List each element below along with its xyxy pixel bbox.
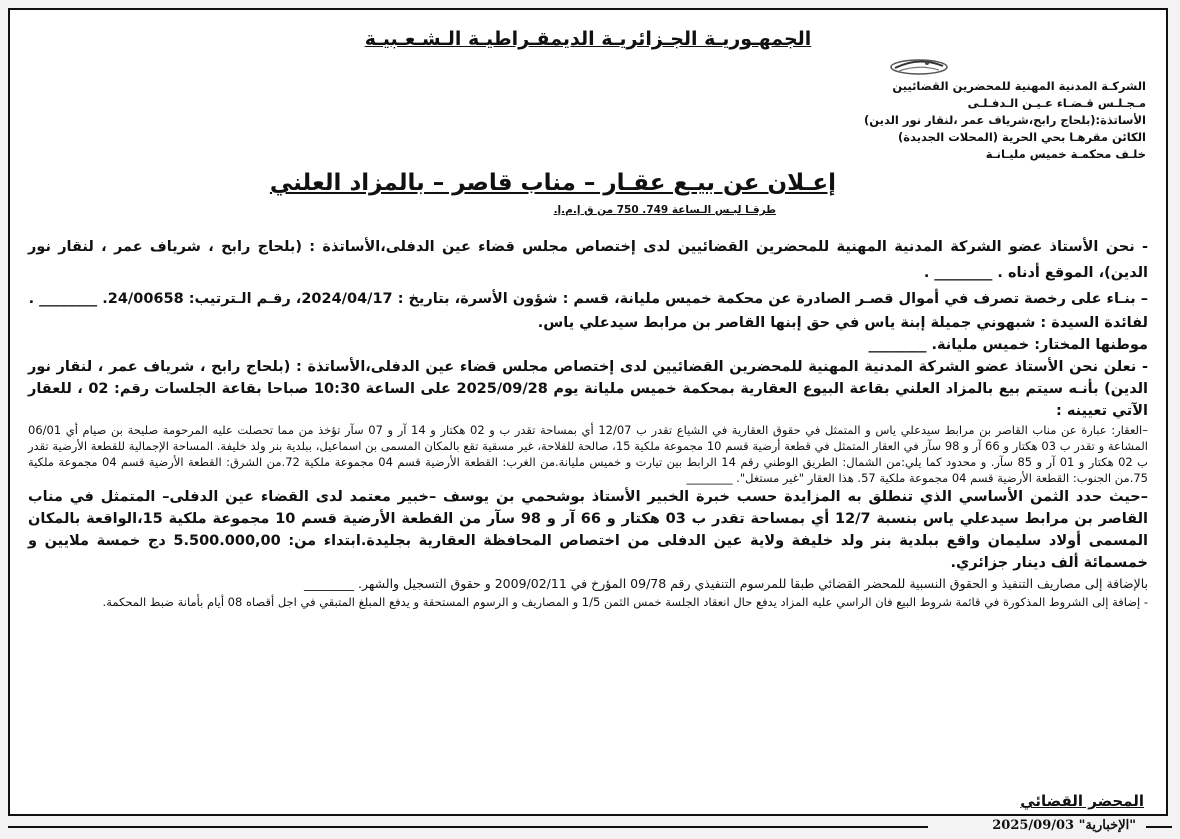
paragraph-beneficiary: لفائدة السيدة : شبهوني جميلة إبنة ياس في حق إبنها القاصر بن مرابط سيدعلي ياس. xyxy=(537,315,1148,331)
footer-rule-right xyxy=(1146,826,1172,828)
publication-footer xyxy=(8,818,1172,836)
publication-label xyxy=(988,818,1140,833)
announcement-title: إعـلان عن بيـع عقـار – مناب قاصر – بالمزاد العلني xyxy=(269,170,836,196)
council-name: مـجـلـس قـضـاء عـيـن الـدفـلـى xyxy=(967,96,1146,110)
notice-body xyxy=(28,234,1148,610)
publication-date: 2025/09/03 xyxy=(992,818,1075,833)
bailiff-signature: المحضر القضائي xyxy=(1020,792,1144,810)
publication-name: "الإخبارية" xyxy=(1078,818,1136,833)
legal-reference: طرقـا لبـس الـساعة 749. 750 من ق إ.م.إ. xyxy=(553,204,776,216)
paragraph-fees: بالإضافة إلى مصاريف التنفيذ و الحقوق النسبية للمحضر القضائي طبقا للمرسوم التنفيذي رقم 09/78 المؤرخ في 2009/02/11 و حقوق التسجيل والشهر. ________ xyxy=(304,576,1148,591)
bailiffs-names: الأساتذة:(بلحاج رابح،شرياف عمر ،لنقار نور الدين) xyxy=(864,113,1146,127)
notice-sheet xyxy=(8,8,1168,816)
paragraph-starting-price: –حيث حدد الثمن الأساسي الذي تنطلق به المزايدة حسب خبرة الخبير الأستاذ بوشحمي بن يوسف –خبير معتمد لدى القضاء عين الدفلى– المتمثل في مناب القاصر بن مرابط سيدعلي ياس بنسبة 12/7 أي بمساحة تقدر ب 03 هكتار و 66 آر و 98 سآر من القطعة الأرضية قسم 10 مجموعة ملكية 15،الواقعة بالمكان المسمى أولاد سليمان واقع ببلدية بنر ولد خليفة ولاية عين الدفلى من اختصاص المحافظة العقارية بجليدة.ابتداء من: 5.500.000,00 دج خمسة ملايين و خمسمائة ألف دينار جزائري. xyxy=(28,489,1149,571)
paragraph-intro: - نحن الأستاذ عضو الشركة المدنية المهنية للمحضرين القضائيين لدى إختصاص مجلس قضاء عين الدفلى،الأساتذة : (بلحاج رابح ، شرياف عمر ، لنقار نور الدين)، الموقع أدناه . ________ . xyxy=(28,239,1148,281)
paragraph-authorization: – بنـاء على رخصة تصرف في أموال قصـر الصادرة عن محكمة خميس مليانة، قسم : شؤون الأسرة، بتاريخ : 2024/04/17، رقـم الـترتيب: 24/00658. ________ . xyxy=(28,291,1148,307)
republic-heading: الجمهـوريـة الجـزائريـة الديمقـراطيـة الـشـعـبيـة xyxy=(364,28,812,50)
company-name: الشركـة المدنية المهنية للمحضرين القضائيين xyxy=(892,79,1146,93)
company-logo-icon xyxy=(887,54,951,80)
paragraph-domicile: موطنها المختار: خميس مليانة. ________ xyxy=(868,337,1148,353)
paragraph-property-description: –العقار: عبارة عن مناب القاصر بن مرابط سيدعلي ياس و المتمثل في حقوق العقارية في الشياع تقدر ب 12/07 أي بمساحة تقدر ب و 02 هكتار و 14 آر و 07 سآر تؤخذ من مما تحصلت عليه المرحومة صليحة بن صيام أي 06/01 المشاعة و تقدر ب 03 هكتار و 66 آر و 98 سآر في العقار المتمثل في قطعة أرضية قسم 10 مجموعة ملكية 15، صالحة للفلاحة، غير مسقية تقع بالمكان المسمى بن اسماعيل، ببلدية بنر ولد خليفة. المساحة الإجمالية للقطعة الأرضية تقدر ب 02 هكتار و 01 آر و 85 سآر. و محدود كما يلي:من الشمال: الطريق الوطني رقم 14 الرابط بين تيارت و خميس مليانة.من الغرب: القطعة الأرضية قسم 04 مجموعة ملكية 72.من الشرق: القطعة الأرضية قسم 04 مجموعة ملكية 75.من الجنوب: القطعة الأرضية قسم 04 مجموعة ملكية 57. هذا العقار "غير مستغل". ________ xyxy=(28,423,1149,485)
company-header xyxy=(786,78,1146,163)
office-location: خلـف محكمـة خميس مليـانـة xyxy=(985,147,1146,161)
office-address: الكائن مقرهـا بحي الحرية (المحلات الجديدة) xyxy=(898,130,1146,144)
paragraph-sale-announcement: - نعلن نحن الأستاذ عضو الشركة المدنية المهنية للمحضرين القضائيين لدى إختصاص مجلس قضاء عين الدفلى،الأساتذة : (بلحاج رابح ، شرياف عمر ، لنقار نور الدين) بأنـه سيتم بيع بالمزاد العلني بقاعة البيوع العقارية بمحكمة خميس مليانة يوم 2025/09/28 على الساعة 10:30 صباحا بقاعة الجلسات رقم: 02 ، للعقار الآتي تعيينه : xyxy=(28,359,1148,419)
footer-rule-left xyxy=(8,826,928,828)
paragraph-payment-terms: - إضافة إلى الشروط المذكورة في قائمة شروط البيع فان الراسي عليه المزاد يدفع حال انعقاد الجلسة خمس الثمن 1/5 و المصاريف و الرسوم المستحقة و يدفع المبلغ المتبقي في اجل أقصاه 08 أيام بأمانة ضبط المحكمة. xyxy=(102,595,1148,609)
